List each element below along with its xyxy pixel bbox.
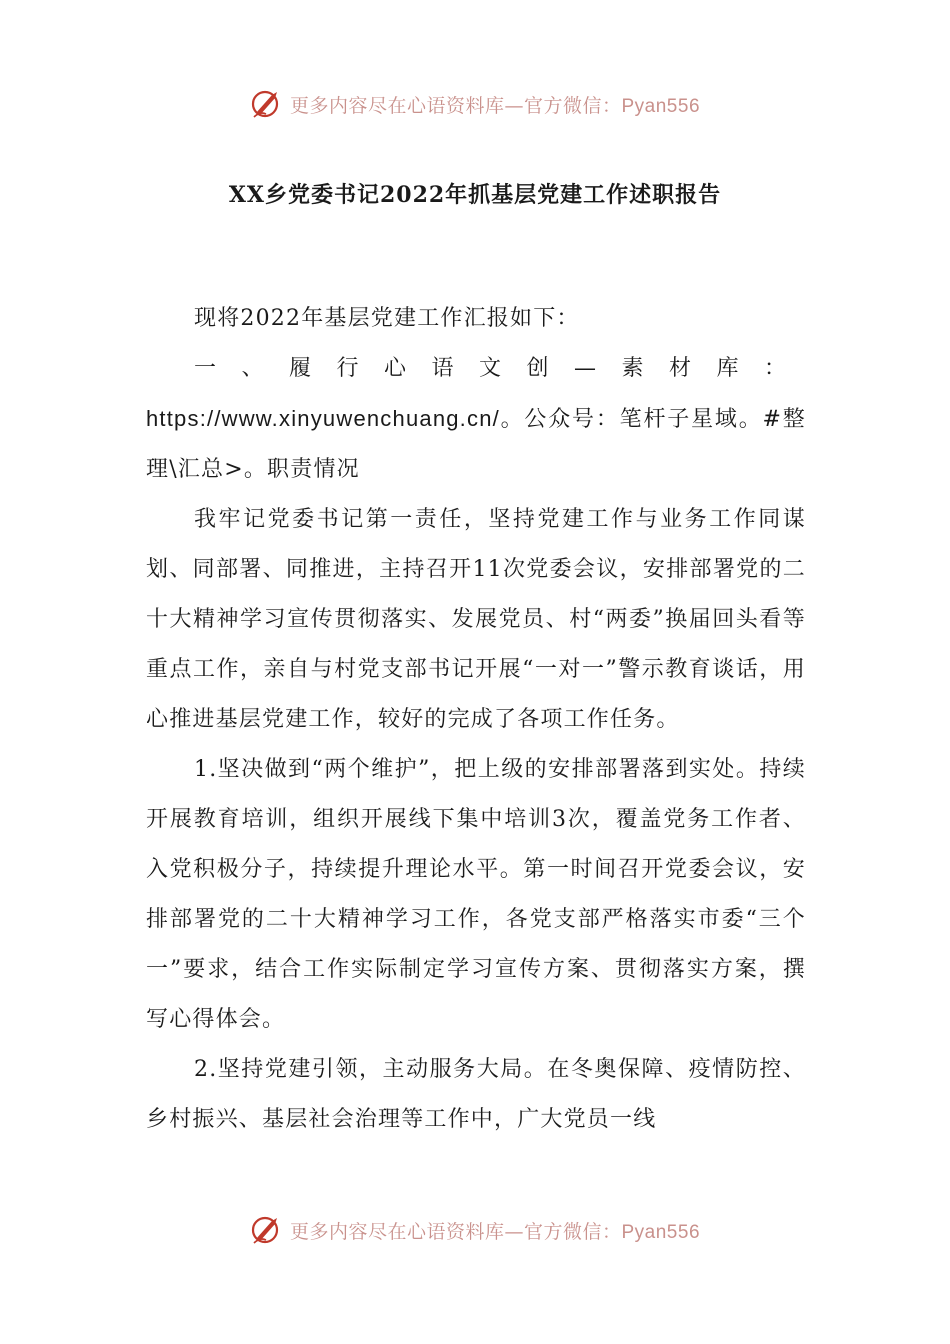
wechat-id: Pyan556 [621,95,701,117]
banner-text: 更多内容尽在心语资料库—官方微信：Pyan556 [289,94,701,117]
banner-text: 更多内容尽在心语资料库—官方微信：Pyan556 [289,1220,701,1243]
section-rest: 。公众号：笔杆子星域。#整理\汇总>。职责情况 [146,407,806,482]
body-paragraph: 我牢记党委书记第一责任，坚持党建工作与业务工作同谋划、同部署、同推进，主持召开11次党委会议，安排部署党的二十大精神学习宣传贯彻落实、发展党员、村“两委”换届回头看等重点工作，亲自与村党支部书记开展“一对一”警示教育谈话，用心推进基层党建工作，较好的完成了各项工作任务。 [146,507,806,732]
section-prefix: 一、履行心语文创—素材库： [194,356,806,381]
body-paragraph: 2.坚持党建引领，主动服务大局。在冬奥保障、疫情防控、乡村振兴、基层社会治理等工作中，广大党员一线 [146,1057,806,1132]
pen-logo-icon [250,1213,284,1247]
source-url: https://www.xinyuwenchuang.cn/ [146,406,500,431]
footer-watermark-banner [0,1208,950,1252]
body-paragraph: 1.坚决做到“两个维护”，把上级的安排部署落到实处。持续开展教育培训，组织开展线下集中培训3次，覆盖党务工作者、入党积极分子，持续提升理论水平。第一时间召开党委会议，安排部署党的二十大精神学习工作，各党支部严格落实市委“三个一”要求，结合工作实际制定学习宣传方案、贯彻落实方案，撰写心得体会。 [146,757,806,1032]
intro-paragraph: 现将2022年基层党建工作汇报如下： [194,306,580,331]
document-body [146,294,806,1145]
wechat-id: Pyan556 [621,1221,701,1243]
section-heading-1 [146,344,806,495]
header-watermark-banner [0,82,950,126]
document-title: XX乡党委书记2022年抓基层党建工作述职报告 [228,182,722,208]
pen-logo-icon [250,87,284,121]
